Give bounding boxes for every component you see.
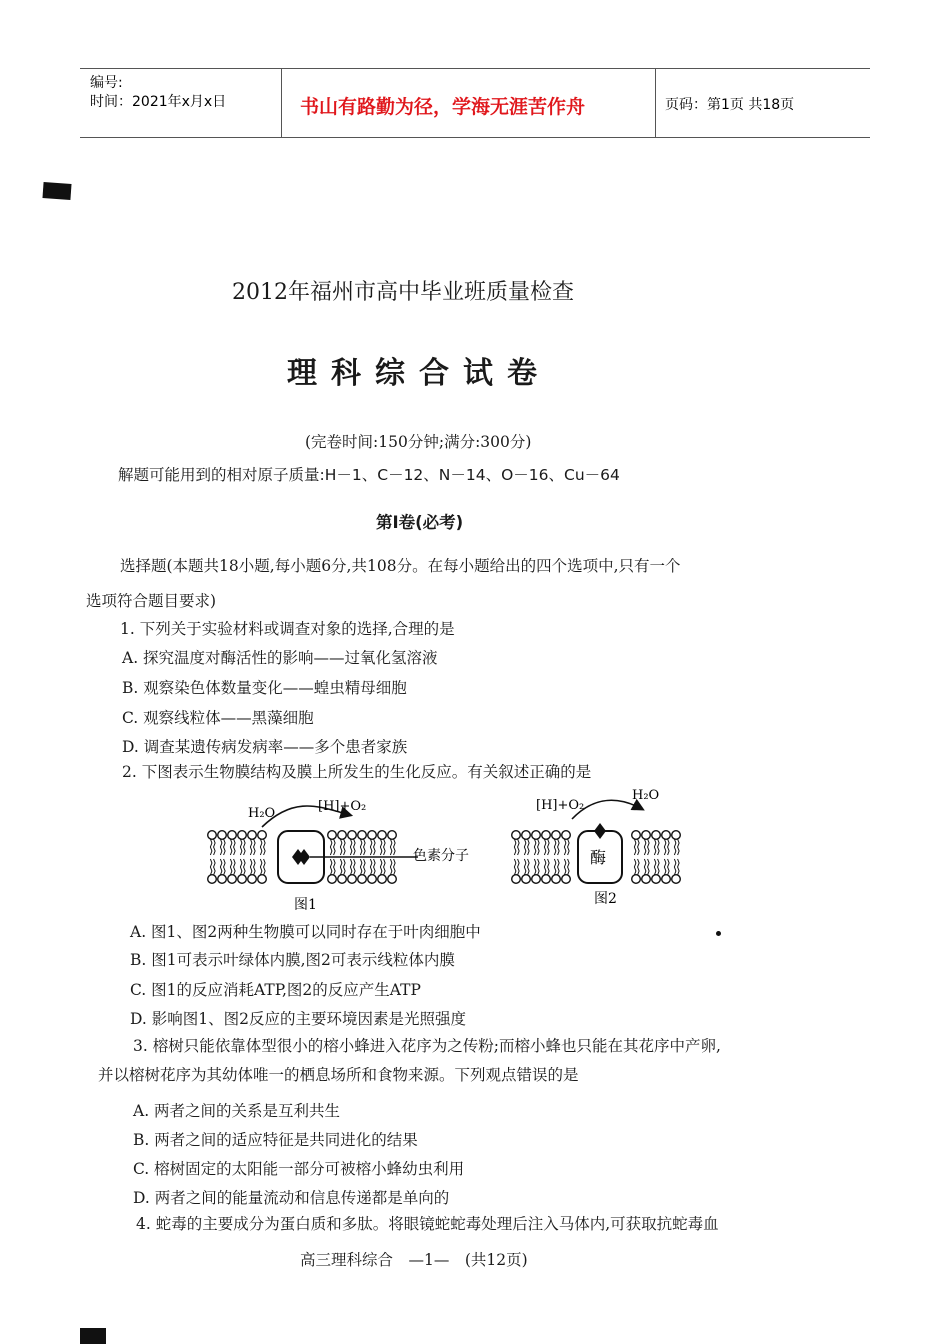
lipid-tail (528, 859, 530, 875)
lipid-tail (568, 839, 570, 855)
lipid-tail (344, 859, 346, 875)
lipid-head (218, 875, 227, 884)
lipid-tail (334, 839, 336, 855)
lipid-head (632, 831, 641, 840)
lipid-tail (260, 859, 262, 875)
lipid-head (368, 875, 377, 884)
lipid-tail (230, 839, 232, 855)
question-3-option-c: C. 榕树固定的太阳能一部分可被榕小蜂幼虫利用 (133, 1160, 465, 1178)
lipid-tail (518, 839, 520, 855)
lipid-tail (264, 839, 266, 855)
lipid-tail (554, 859, 556, 875)
lipid-tail (634, 859, 636, 875)
lipid-tail (214, 859, 216, 875)
atomic-mass: 解题可能用到的相对原子质量:H－1、C－12、N－14、O－16、Cu－64 (118, 466, 620, 484)
section-title: 第Ⅰ卷(必考) (376, 513, 464, 532)
lipid-head (388, 875, 397, 884)
lipid-head (552, 875, 561, 884)
lipid-head (338, 875, 347, 884)
lipid-head (562, 875, 571, 884)
lipid-tail (534, 859, 536, 875)
instructions-line1: 选择题(本题共18小题,每小题6分,共108分。在每小题给出的四个选项中,只有一个 (120, 557, 681, 575)
question-1-option-d: D. 调查某遗传病发病率——多个患者家族 (122, 738, 408, 756)
lipid-head (542, 831, 551, 840)
lipid-tail (528, 839, 530, 855)
lipid-head (532, 875, 541, 884)
lipid-tail (374, 859, 376, 875)
lipid-head (238, 831, 247, 840)
date-label: 时间：2021年x月x日 (90, 94, 227, 110)
lipid-head (328, 831, 337, 840)
lipid-tail (568, 859, 570, 875)
lipid-head (348, 831, 357, 840)
lipid-tail (644, 839, 646, 855)
exam-subtitle: 理科综合试卷 (287, 356, 551, 391)
lipid-tail (330, 859, 332, 875)
lipid-tail (380, 839, 382, 855)
lipid-head (652, 831, 661, 840)
lipid-head (662, 831, 671, 840)
lipid-tail (250, 839, 252, 855)
question-2-option-a: A. 图1、图2两种生物膜可以同时存在于叶肉细胞中 (130, 923, 481, 941)
lipid-tail (254, 839, 256, 855)
lipid-head (228, 875, 237, 884)
lipid-head (522, 875, 531, 884)
lipid-head (208, 831, 217, 840)
lipid-head (512, 831, 521, 840)
lipid-tail (548, 859, 550, 875)
lipid-head (672, 831, 681, 840)
lipid-tail (340, 859, 342, 875)
lipid-tail (360, 859, 362, 875)
lipid-tail (664, 859, 666, 875)
lipid-tail (638, 859, 640, 875)
lipid-tail (210, 839, 212, 855)
lipid-tail (384, 839, 386, 855)
question-3-option-a: A. 两者之间的关系是互利共生 (133, 1102, 341, 1120)
lipid-tail (240, 839, 242, 855)
fig1-pigment-label: 色素分子 (413, 848, 469, 864)
lipid-head (338, 831, 347, 840)
lipid-tail (214, 839, 216, 855)
lipid-tail (380, 859, 382, 875)
lipid-tail (210, 859, 212, 875)
question-3-stem-line1: 3. 榕树只能依靠体型很小的榕小蜂进入花序为之传粉;而榕小蜂也只能在其花序中产卵, (133, 1037, 721, 1055)
fig2-label-left: [H]+O₂ (536, 798, 585, 813)
lipid-head (642, 831, 651, 840)
scan-mark (80, 1328, 106, 1344)
lipid-tail (668, 859, 670, 875)
lipid-tail (518, 859, 520, 875)
lipid-tail (240, 859, 242, 875)
lipid-tail (654, 839, 656, 855)
lipid-tail (658, 839, 660, 855)
lipid-tail (664, 839, 666, 855)
lipid-tail (514, 839, 516, 855)
lipid-tail (364, 839, 366, 855)
lipid-head (542, 875, 551, 884)
scan-dot (716, 931, 721, 936)
lipid-tail (234, 839, 236, 855)
lipid-head (562, 831, 571, 840)
lipid-tail (244, 859, 246, 875)
lipid-tail (350, 839, 352, 855)
lipid-tail (224, 839, 226, 855)
lipid-head (348, 875, 357, 884)
lipid-head (208, 875, 217, 884)
question-1-stem: 1. 下列关于实验材料或调查对象的选择,合理的是 (120, 620, 455, 638)
lipid-tail (544, 839, 546, 855)
page-footer: 高三理科综合 —1— (共12页) (300, 1251, 528, 1269)
lipid-tail (244, 839, 246, 855)
lipid-tail (230, 859, 232, 875)
lipid-tail (638, 839, 640, 855)
lipid-tail (340, 839, 342, 855)
question-2-option-b: B. 图1可表示叶绿体内膜,图2可表示线粒体内膜 (130, 951, 455, 969)
lipid-tail (548, 839, 550, 855)
lipid-head (652, 875, 661, 884)
lipid-tail (544, 859, 546, 875)
question-1-option-c: C. 观察线粒体——黑藻细胞 (122, 709, 314, 727)
lipid-tail (564, 839, 566, 855)
lipid-tail (344, 839, 346, 855)
lipid-tail (364, 859, 366, 875)
lipid-head (552, 831, 561, 840)
question-3-option-d: D. 两者之间的能量流动和信息传递都是单向的 (133, 1189, 450, 1207)
fig2-enzyme-label: 酶 (590, 848, 607, 867)
lipid-head (532, 831, 541, 840)
lipid-head (258, 831, 267, 840)
motto: 书山有路勤为径，学海无涯苦作舟 (300, 96, 586, 118)
fig1-caption: 图1 (294, 897, 317, 910)
lipid-tail (634, 839, 636, 855)
lipid-head (248, 831, 257, 840)
lipid-tail (384, 859, 386, 875)
lipid-tail (644, 859, 646, 875)
page-label: 页码：第1页 共18页 (665, 97, 795, 113)
lipid-tail (524, 839, 526, 855)
scan-mark (42, 182, 71, 200)
lipid-tail (220, 859, 222, 875)
lipid-tail (330, 839, 332, 855)
lipid-head (328, 875, 337, 884)
lipid-tail (354, 839, 356, 855)
lipid-tail (534, 839, 536, 855)
fig1-label-left: H₂O (248, 806, 276, 821)
membrane-figure (200, 785, 700, 910)
lipid-tail (220, 839, 222, 855)
lipid-tail (658, 859, 660, 875)
question-3-stem-line2: 并以榕树花序为其幼体唯一的栖息场所和食物来源。下列观点错误的是 (98, 1066, 579, 1084)
lipid-tail (678, 859, 680, 875)
lipid-tail (350, 859, 352, 875)
lipid-tail (538, 839, 540, 855)
lipid-tail (654, 859, 656, 875)
lipid-head (368, 831, 377, 840)
lipid-head (378, 875, 387, 884)
lipid-tail (554, 839, 556, 855)
question-2-option-d: D. 影响图1、图2反应的主要环境因素是光照强度 (130, 1010, 466, 1028)
lipid-tail (370, 839, 372, 855)
lipid-tail (668, 839, 670, 855)
question-3-option-b: B. 两者之间的适应特征是共同进化的结果 (133, 1131, 418, 1149)
lipid-tail (390, 859, 392, 875)
lipid-tail (224, 859, 226, 875)
pigment-molecule-icon (292, 849, 310, 865)
lipid-tail (234, 859, 236, 875)
question-4-stem: 4. 蛇毒的主要成分为蛋白质和多肽。将眼镜蛇蛇毒处理后注入马体内,可获取抗蛇毒血 (136, 1215, 719, 1233)
lipid-tail (674, 859, 676, 875)
lipid-tail (558, 859, 560, 875)
lipid-tail (394, 859, 396, 875)
lipid-tail (390, 839, 392, 855)
instructions-line2: 选项符合题目要求) (86, 592, 217, 610)
lipid-head (512, 875, 521, 884)
question-1-option-a: A. 探究温度对酶活性的影响——过氧化氢溶液 (122, 649, 438, 667)
enzyme-site-icon (594, 823, 606, 839)
lipid-tail (678, 839, 680, 855)
lipid-head (378, 831, 387, 840)
lipid-head (358, 831, 367, 840)
lipid-tail (648, 839, 650, 855)
lipid-head (228, 831, 237, 840)
lipid-head (632, 875, 641, 884)
lipid-head (238, 875, 247, 884)
lipid-tail (564, 859, 566, 875)
lipid-head (522, 831, 531, 840)
question-2-stem: 2. 下图表示生物膜结构及膜上所发生的生化反应。有关叙述正确的是 (122, 763, 592, 781)
fig1-label-right: [H]+O₂ (318, 799, 367, 814)
lipid-head (388, 831, 397, 840)
serial-label: 编号: (90, 75, 123, 91)
lipid-head (258, 875, 267, 884)
lipid-tail (250, 859, 252, 875)
lipid-tail (394, 839, 396, 855)
lipid-tail (254, 859, 256, 875)
lipid-tail (360, 839, 362, 855)
lipid-tail (374, 839, 376, 855)
lipid-head (642, 875, 651, 884)
time-info: (完卷时间:150分钟;满分:300分) (305, 433, 532, 451)
lipid-tail (648, 859, 650, 875)
lipid-head (248, 875, 257, 884)
lipid-tail (260, 839, 262, 855)
question-2-option-c: C. 图1的反应消耗ATP,图2的反应产生ATP (130, 981, 421, 999)
lipid-tail (264, 859, 266, 875)
lipid-head (662, 875, 671, 884)
lipid-tail (514, 859, 516, 875)
lipid-tail (334, 859, 336, 875)
lipid-tail (370, 859, 372, 875)
lipid-tail (674, 839, 676, 855)
lipid-head (218, 831, 227, 840)
question-1-option-b: B. 观察染色体数量变化——蝗虫精母细胞 (122, 679, 407, 697)
fig2-caption: 图2 (594, 891, 617, 907)
lipid-head (672, 875, 681, 884)
lipid-tail (558, 839, 560, 855)
lipid-tail (524, 859, 526, 875)
exam-title: 2012年福州市高中毕业班质量检查 (232, 280, 574, 305)
lipid-tail (354, 859, 356, 875)
fig2-label-right: H₂O (632, 788, 660, 803)
lipid-head (358, 875, 367, 884)
lipid-tail (538, 859, 540, 875)
